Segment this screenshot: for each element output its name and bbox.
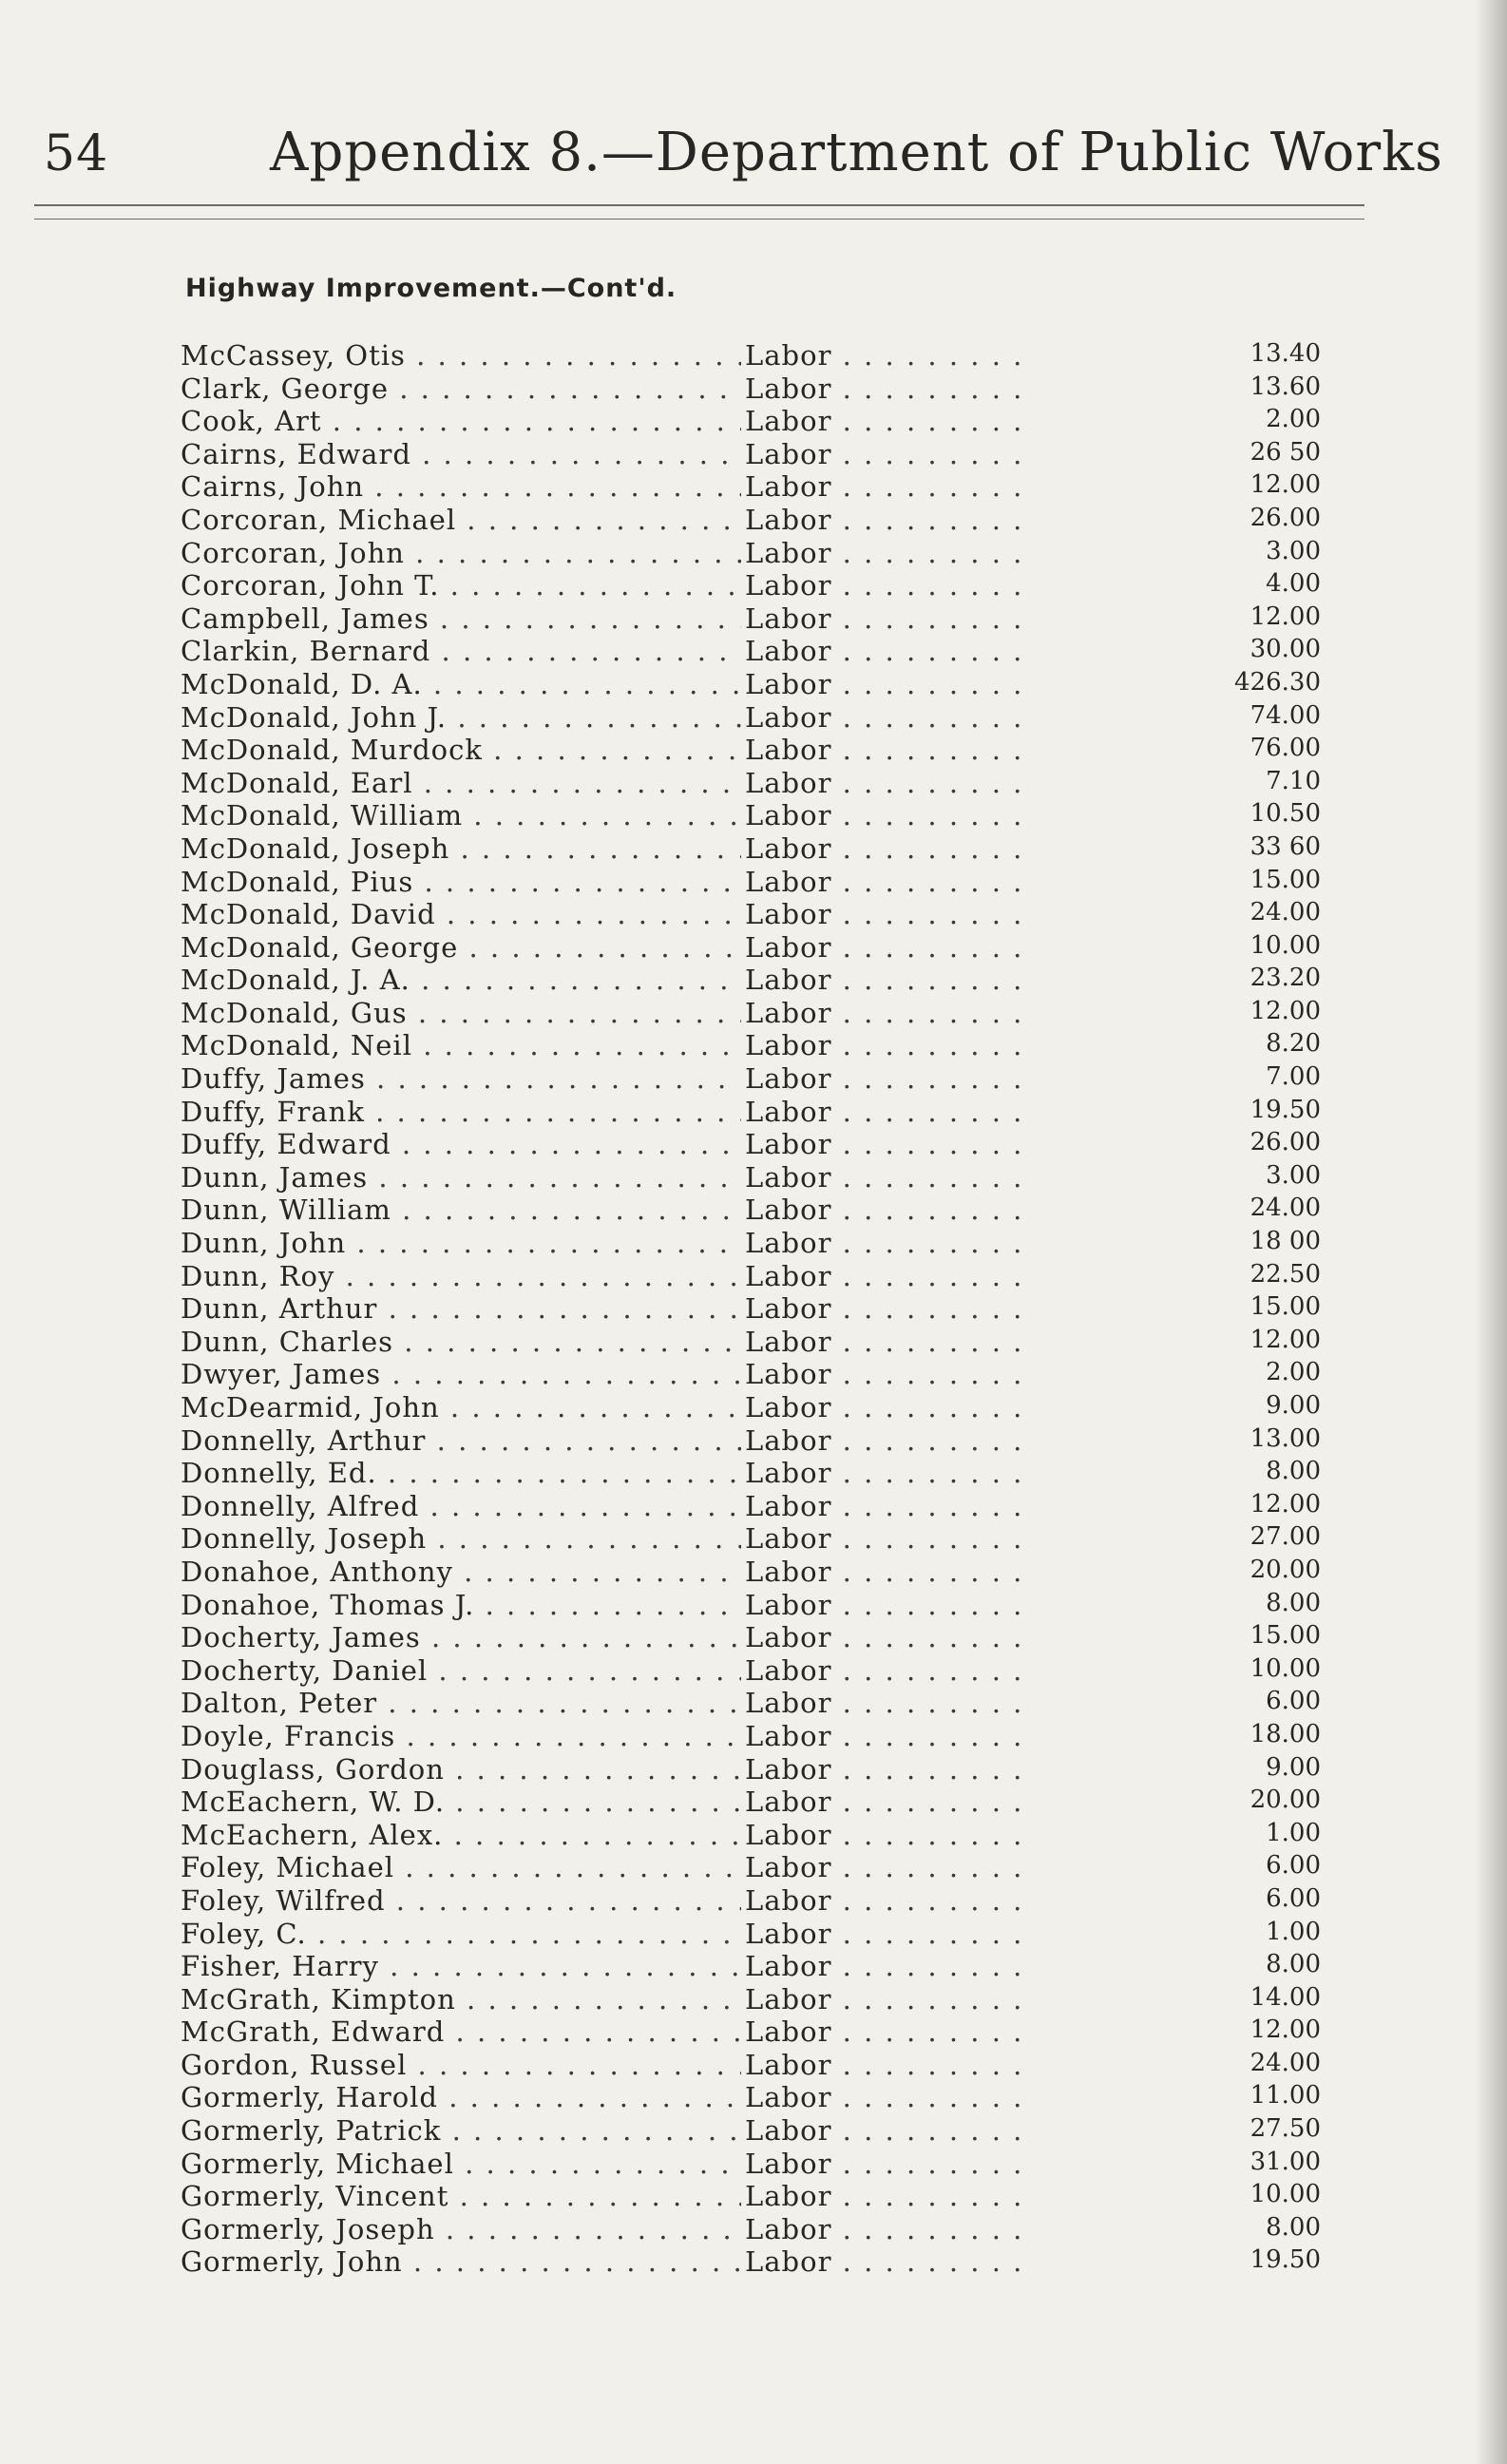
payee-name: Foley, C. . . .: [181, 1918, 741, 1950]
section-heading: Highway Improvement.—Cont'd.: [185, 274, 677, 303]
payee-name: McDonald, Murdock . . .: [181, 734, 741, 766]
occupation: Labor . . .: [745, 1128, 1030, 1160]
payee-name: Cairns, Edward . . .: [181, 438, 741, 470]
ledger-row: [181, 1326, 1321, 1359]
payee-name: Dunn, William . . .: [181, 1194, 741, 1226]
ledger-row: [181, 1851, 1321, 1884]
occupation: Labor . . .: [745, 470, 1030, 503]
ledger-row: [181, 1621, 1321, 1654]
occupation: Labor . . .: [745, 339, 1030, 372]
amount: 20.00: [1249, 1555, 1321, 1584]
occupation: Labor . . .: [745, 1556, 1030, 1588]
payee-name: Docherty, Daniel . . .: [181, 1654, 741, 1687]
occupation: Labor . . .: [745, 1753, 1030, 1786]
occupation: Labor . . .: [745, 1424, 1030, 1457]
amount: 20.00: [1249, 1786, 1321, 1815]
amount: 74.00: [1249, 700, 1321, 730]
payee-name: Campbell, James . . .: [181, 602, 741, 635]
amount: 76.00: [1249, 734, 1321, 763]
ledger-row: [181, 1227, 1321, 1260]
amount: 10.00: [1249, 2180, 1321, 2209]
occupation: Labor . . .: [745, 1062, 1030, 1095]
ledger-row: [181, 832, 1321, 866]
payee-name: Gormerly, Harold . . .: [181, 2081, 741, 2113]
ledger-row: [181, 2015, 1321, 2049]
amount: 19.50: [1249, 1095, 1321, 1124]
amount: 26 50: [1249, 437, 1321, 467]
payee-name: Dunn, John . . .: [181, 1227, 741, 1259]
ledger-row: [181, 2049, 1321, 2082]
occupation: Labor . . .: [745, 1194, 1030, 1226]
ledger-row: [181, 537, 1321, 570]
ledger-row: [181, 1194, 1321, 1227]
amount: 12.00: [1249, 1489, 1321, 1519]
amount: 19.50: [1249, 2245, 1321, 2275]
payee-name: Donahoe, Thomas J. . . .: [181, 1589, 741, 1621]
ledger-row: [181, 1029, 1321, 1062]
amount: 15.00: [1249, 865, 1321, 894]
ledger-row: [181, 2148, 1321, 2181]
ledger-row: [181, 602, 1321, 636]
payee-name: McEachern, W. D. . . .: [181, 1786, 741, 1818]
amount: 10.00: [1249, 930, 1321, 960]
amount: 26.00: [1249, 503, 1321, 532]
ledger-row: [181, 1687, 1321, 1720]
occupation: Labor . . .: [745, 537, 1030, 569]
ledger-row: [181, 1753, 1321, 1786]
ledger-row: [181, 1490, 1321, 1523]
header-rule-thin: [34, 219, 1364, 220]
ledger-row: [181, 1819, 1321, 1852]
ledger-row: [181, 734, 1321, 767]
amount: 24.00: [1249, 898, 1321, 927]
amount: 7.00: [1266, 1062, 1321, 1092]
amount: 8.20: [1266, 1029, 1321, 1059]
payee-name: McGrath, Edward . . .: [181, 2015, 741, 2048]
ledger-row: [181, 2213, 1321, 2246]
ledger-row: [181, 701, 1321, 735]
amount: 24.00: [1249, 1194, 1321, 1223]
payee-name: McDonald, Joseph . . .: [181, 832, 741, 865]
occupation: Labor . . .: [745, 438, 1030, 470]
amount: 12.00: [1249, 2015, 1321, 2045]
ledger-row: [181, 1950, 1321, 1983]
payee-name: Donnelly, Ed. . . .: [181, 1457, 741, 1489]
occupation: Labor . . .: [745, 1983, 1030, 2015]
amount: 27.00: [1249, 1522, 1321, 1552]
occupation: Labor . . .: [745, 701, 1030, 734]
amount: 9.00: [1266, 1752, 1321, 1782]
occupation: Labor . . .: [745, 1391, 1030, 1423]
amount: 12.00: [1249, 470, 1321, 500]
payee-name: McDonald, J. A. . . .: [181, 964, 741, 996]
occupation: Labor . . .: [745, 1819, 1030, 1851]
payee-name: Gordon, Russel . . .: [181, 2049, 741, 2081]
occupation: Labor . . .: [745, 1292, 1030, 1325]
amount: 12.00: [1249, 996, 1321, 1025]
ledger-row: [181, 898, 1321, 931]
amount: 15.00: [1249, 1621, 1321, 1651]
occupation: Labor . . .: [745, 1490, 1030, 1522]
ledger-row: [181, 2245, 1321, 2279]
header-rule: [34, 204, 1364, 206]
payee-name: Gormerly, Michael . . .: [181, 2148, 741, 2180]
occupation: Labor . . .: [745, 1260, 1030, 1292]
running-head-title: Appendix 8.—Department of Public Works: [270, 122, 1443, 183]
payee-name: Dalton, Peter . . .: [181, 1687, 741, 1719]
occupation: Labor . . .: [745, 2245, 1030, 2278]
occupation: Labor . . .: [745, 799, 1030, 831]
occupation: Labor . . .: [745, 1654, 1030, 1687]
payee-name: Dunn, James . . .: [181, 1161, 741, 1194]
occupation: Labor . . .: [745, 2180, 1030, 2212]
occupation: Labor . . .: [745, 2114, 1030, 2147]
page-number: 54: [44, 125, 109, 182]
occupation: Labor . . .: [745, 1621, 1030, 1653]
occupation: Labor . . .: [745, 1096, 1030, 1128]
amount: 6.00: [1266, 1851, 1321, 1881]
occupation: Labor . . .: [745, 1522, 1030, 1555]
amount: 1.00: [1266, 1917, 1321, 1946]
amount: 2.00: [1266, 405, 1321, 434]
amount: 6.00: [1266, 1687, 1321, 1716]
ledger-row: [181, 1983, 1321, 2016]
occupation: Labor . . .: [745, 2081, 1030, 2113]
occupation: Labor . . .: [745, 1918, 1030, 1950]
payee-name: Donnelly, Alfred . . .: [181, 1490, 741, 1522]
amount: 26.00: [1249, 1128, 1321, 1157]
payee-name: Foley, Wilfred . . .: [181, 1884, 741, 1917]
payee-name: Gormerly, John . . .: [181, 2245, 741, 2278]
payee-name: McDonald, George . . .: [181, 931, 741, 964]
occupation: Labor . . .: [745, 1589, 1030, 1621]
payee-name: Gormerly, Patrick . . .: [181, 2114, 741, 2147]
payee-name: Corcoran, Michael . . .: [181, 504, 741, 536]
payee-name: Clarkin, Bernard . . .: [181, 635, 741, 667]
ledger-row: [181, 2081, 1321, 2114]
amount: 6.00: [1266, 1883, 1321, 1913]
payee-name: Cook, Art . . .: [181, 405, 741, 437]
amount: 31.00: [1249, 2147, 1321, 2176]
ledger-row: [181, 997, 1321, 1030]
amount: 14.00: [1249, 1982, 1321, 2012]
payee-name: Corcoran, John T. . . .: [181, 569, 741, 602]
payee-name: Dunn, Arthur . . .: [181, 1292, 741, 1325]
occupation: Labor . . .: [745, 1851, 1030, 1883]
amount: 11.00: [1249, 2081, 1321, 2111]
ledger-row: [181, 504, 1321, 537]
amount: 7.10: [1266, 766, 1321, 795]
amount: 23.20: [1249, 964, 1321, 993]
payee-name: McEachern, Alex. . . .: [181, 1819, 741, 1851]
payee-name: Docherty, James . . .: [181, 1621, 741, 1653]
payee-name: McDonald, Earl . . .: [181, 767, 741, 799]
ledger-row: [181, 1096, 1321, 1129]
ledger-row: [181, 1292, 1321, 1326]
amount: 3.00: [1266, 536, 1321, 565]
ledger-row: [181, 1391, 1321, 1424]
payee-name: Duffy, Edward . . .: [181, 1128, 741, 1160]
payee-name: Dunn, Charles . . .: [181, 1326, 741, 1358]
amount: 4.00: [1266, 569, 1321, 599]
occupation: Labor . . .: [745, 372, 1030, 405]
ledger-row: [181, 1457, 1321, 1490]
ledger-row: [181, 2180, 1321, 2213]
payee-name: Dwyer, James . . .: [181, 1358, 741, 1390]
payee-name: Doyle, Francis . . .: [181, 1720, 741, 1752]
occupation: Labor . . .: [745, 2015, 1030, 2048]
payee-name: McGrath, Kimpton . . .: [181, 1983, 741, 2015]
payee-name: Dunn, Roy . . .: [181, 1260, 741, 1292]
occupation: Labor . . .: [745, 1950, 1030, 1982]
amount: 12.00: [1249, 602, 1321, 631]
occupation: Labor . . .: [745, 668, 1030, 700]
amount: 33 60: [1249, 831, 1321, 861]
payee-name: Donahoe, Anthony . . .: [181, 1556, 741, 1588]
ledger-row: [181, 767, 1321, 800]
occupation: Labor . . .: [745, 2213, 1030, 2245]
occupation: Labor . . .: [745, 997, 1030, 1029]
payee-name: McDonald, Neil . . .: [181, 1029, 741, 1061]
ledger-row: [181, 1918, 1321, 1951]
ledger-row: [181, 964, 1321, 997]
amount: 8.00: [1266, 1950, 1321, 1979]
page-edge-shadow: [1475, 0, 1507, 2464]
occupation: Labor . . .: [745, 1457, 1030, 1489]
occupation: Labor . . .: [745, 734, 1030, 766]
occupation: Labor . . .: [745, 1786, 1030, 1818]
amount: 1.00: [1266, 1818, 1321, 1847]
payee-name: McDearmid, John . . .: [181, 1391, 741, 1423]
occupation: Labor . . .: [745, 832, 1030, 865]
payee-name: Foley, Michael . . .: [181, 1851, 741, 1883]
ledger-row: [181, 1556, 1321, 1589]
ledger-row: [181, 635, 1321, 668]
occupation: Labor . . .: [745, 1029, 1030, 1061]
payee-name: Gormerly, Joseph . . .: [181, 2213, 741, 2245]
ledger-row: [181, 2114, 1321, 2148]
ledger-row: [181, 1128, 1321, 1161]
ledger-row: [181, 1786, 1321, 1819]
ledger-row: [181, 1720, 1321, 1753]
amount: 8.00: [1266, 1457, 1321, 1486]
amount: 13.60: [1249, 372, 1321, 401]
payee-name: McDonald, David . . .: [181, 898, 741, 930]
payee-name: McDonald, Pius . . .: [181, 866, 741, 898]
occupation: Labor . . .: [745, 1358, 1030, 1390]
payee-name: Fisher, Harry . . .: [181, 1950, 741, 1982]
occupation: Labor . . .: [745, 898, 1030, 930]
ledger-row: [181, 1589, 1321, 1622]
amount: 2.00: [1266, 1358, 1321, 1387]
ledger-row: [181, 1884, 1321, 1918]
occupation: Labor . . .: [745, 931, 1030, 964]
payee-name: Corcoran, John . . .: [181, 537, 741, 569]
payee-name: Donnelly, Joseph . . .: [181, 1522, 741, 1555]
ledger-row: [181, 470, 1321, 504]
payee-name: Duffy, Frank . . .: [181, 1096, 741, 1128]
occupation: Labor . . .: [745, 1687, 1030, 1719]
ledger-row: [181, 1654, 1321, 1688]
payment-ledger: [181, 339, 1321, 2279]
ledger-row: [181, 668, 1321, 701]
payee-name: McDonald, D. A. . . .: [181, 668, 741, 700]
amount: 8.00: [1266, 1588, 1321, 1617]
amount: 30.00: [1249, 635, 1321, 664]
ledger-row: [181, 438, 1321, 471]
ledger-row: [181, 1358, 1321, 1391]
amount: 13.40: [1249, 339, 1321, 368]
payee-name: Douglass, Gordon . . .: [181, 1753, 741, 1786]
amount: 3.00: [1266, 1160, 1321, 1190]
ledger-row: [181, 569, 1321, 602]
amount: 18 00: [1249, 1227, 1321, 1256]
ledger-row: [181, 372, 1321, 406]
ledger-row: [181, 339, 1321, 372]
occupation: Labor . . .: [745, 866, 1030, 898]
ledger-row: [181, 1062, 1321, 1096]
payee-name: Gormerly, Vincent . . .: [181, 2180, 741, 2212]
occupation: Labor . . .: [745, 1326, 1030, 1358]
payee-name: McCassey, Otis . . .: [181, 339, 741, 372]
amount: 13.00: [1249, 1423, 1321, 1453]
occupation: Labor . . .: [745, 2049, 1030, 2081]
amount: 9.00: [1266, 1391, 1321, 1420]
occupation: Labor . . .: [745, 504, 1030, 536]
ledger-row: [181, 1424, 1321, 1458]
payee-name: Cairns, John . . .: [181, 470, 741, 503]
occupation: Labor . . .: [745, 1720, 1030, 1752]
occupation: Labor . . .: [745, 569, 1030, 602]
amount: 10.00: [1249, 1653, 1321, 1683]
amount: 12.00: [1249, 1325, 1321, 1354]
amount: 8.00: [1266, 2212, 1321, 2242]
occupation: Labor . . .: [745, 405, 1030, 437]
occupation: Labor . . .: [745, 964, 1030, 996]
amount: 18.00: [1249, 1719, 1321, 1748]
occupation: Labor . . .: [745, 2148, 1030, 2180]
payee-name: McDonald, Gus . . .: [181, 997, 741, 1029]
payee-name: Donnelly, Arthur . . .: [181, 1424, 741, 1457]
payee-name: Duffy, James . . .: [181, 1062, 741, 1095]
occupation: Labor . . .: [745, 1227, 1030, 1259]
ledger-row: [181, 1161, 1321, 1194]
amount: 426.30: [1234, 667, 1321, 697]
ledger-row: [181, 405, 1321, 438]
payee-name: McDonald, John J. . . .: [181, 701, 741, 734]
payee-name: McDonald, William . . .: [181, 799, 741, 831]
amount: 10.50: [1249, 799, 1321, 829]
occupation: Labor . . .: [745, 1884, 1030, 1917]
occupation: Labor . . .: [745, 602, 1030, 635]
amount: 15.00: [1249, 1292, 1321, 1322]
occupation: Labor . . .: [745, 1161, 1030, 1194]
ledger-row: [181, 866, 1321, 899]
ledger-row: [181, 1522, 1321, 1556]
amount: 22.50: [1249, 1259, 1321, 1289]
amount: 24.00: [1249, 2048, 1321, 2077]
amount: 27.50: [1249, 2114, 1321, 2144]
ledger-row: [181, 1260, 1321, 1293]
occupation: Labor . . .: [745, 635, 1030, 667]
ledger-row: [181, 799, 1321, 832]
occupation: Labor . . .: [745, 767, 1030, 799]
payee-name: Clark, George . . .: [181, 372, 741, 405]
ledger-row: [181, 931, 1321, 965]
